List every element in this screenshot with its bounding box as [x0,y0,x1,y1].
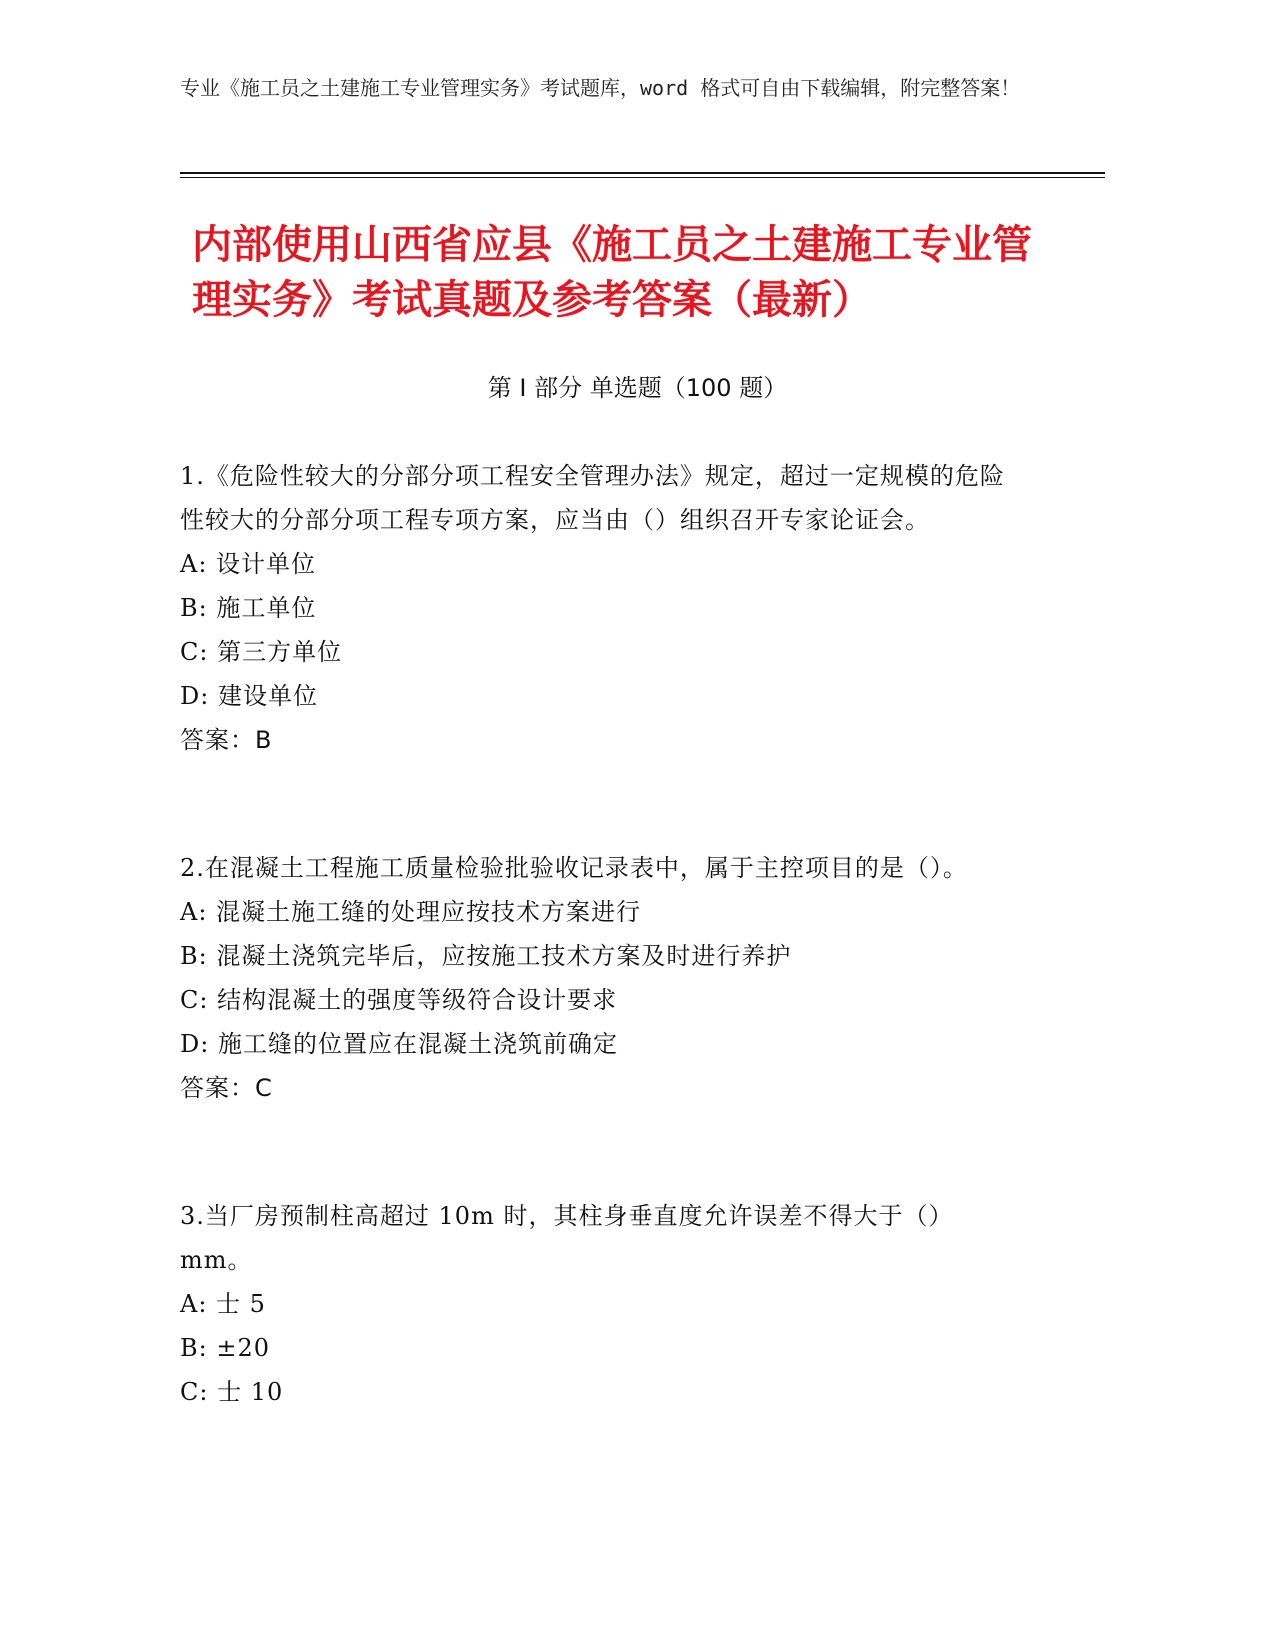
option-b: B: ±20 [180,1334,270,1362]
option-c: C: 第三方单位 [180,638,343,666]
header-note: 专业《施工员之土建施工专业管理实务》考试题库，word 格式可自由下载编辑，附完整答案！ [180,76,1021,100]
question-3 [180,1194,1020,1414]
header-divider-thick [180,172,1105,174]
answer: 答案：B [180,726,273,754]
question-1 [180,454,1020,762]
option-a: A: 设计单位 [180,550,317,578]
answer: 答案：C [180,1074,273,1102]
question-stem: 2.在混凝土工程施工质量检验批验收记录表中，属于主控项目的是（）。 [180,854,968,882]
header-divider-thin [180,177,1105,178]
question-2 [180,846,1020,1110]
option-c: C: 士 10 [180,1378,284,1406]
document-title: 内部使用山西省应县《施工员之土建施工专业管理实务》考试真题及参考答案（最新） [192,222,1032,323]
option-b: B: 混凝土浇筑完毕后，应按施工技术方案及时进行养护 [180,942,792,970]
question-stem: 3.当厂房预制柱高超过 10m 时，其柱身垂直度允许误差不得大于（）mm。 [180,1202,954,1274]
option-a: A: 士 5 [180,1290,266,1318]
option-c: C: 结构混凝土的强度等级符合设计要求 [180,986,618,1014]
section-title: 第 I 部分 单选题（100 题） [487,374,788,402]
option-d: D: 施工缝的位置应在混凝土浇筑前确定 [180,1030,618,1058]
option-b: B: 施工单位 [180,594,317,622]
option-a: A: 混凝土施工缝的处理应按技术方案进行 [180,898,642,926]
question-stem: 1.《危险性较大的分部分项工程安全管理办法》规定，超过一定规模的危险性较大的分部分项工程专项方案，应当由（）组织召开专家论证会。 [180,462,1005,534]
option-d: D: 建设单位 [180,682,318,710]
